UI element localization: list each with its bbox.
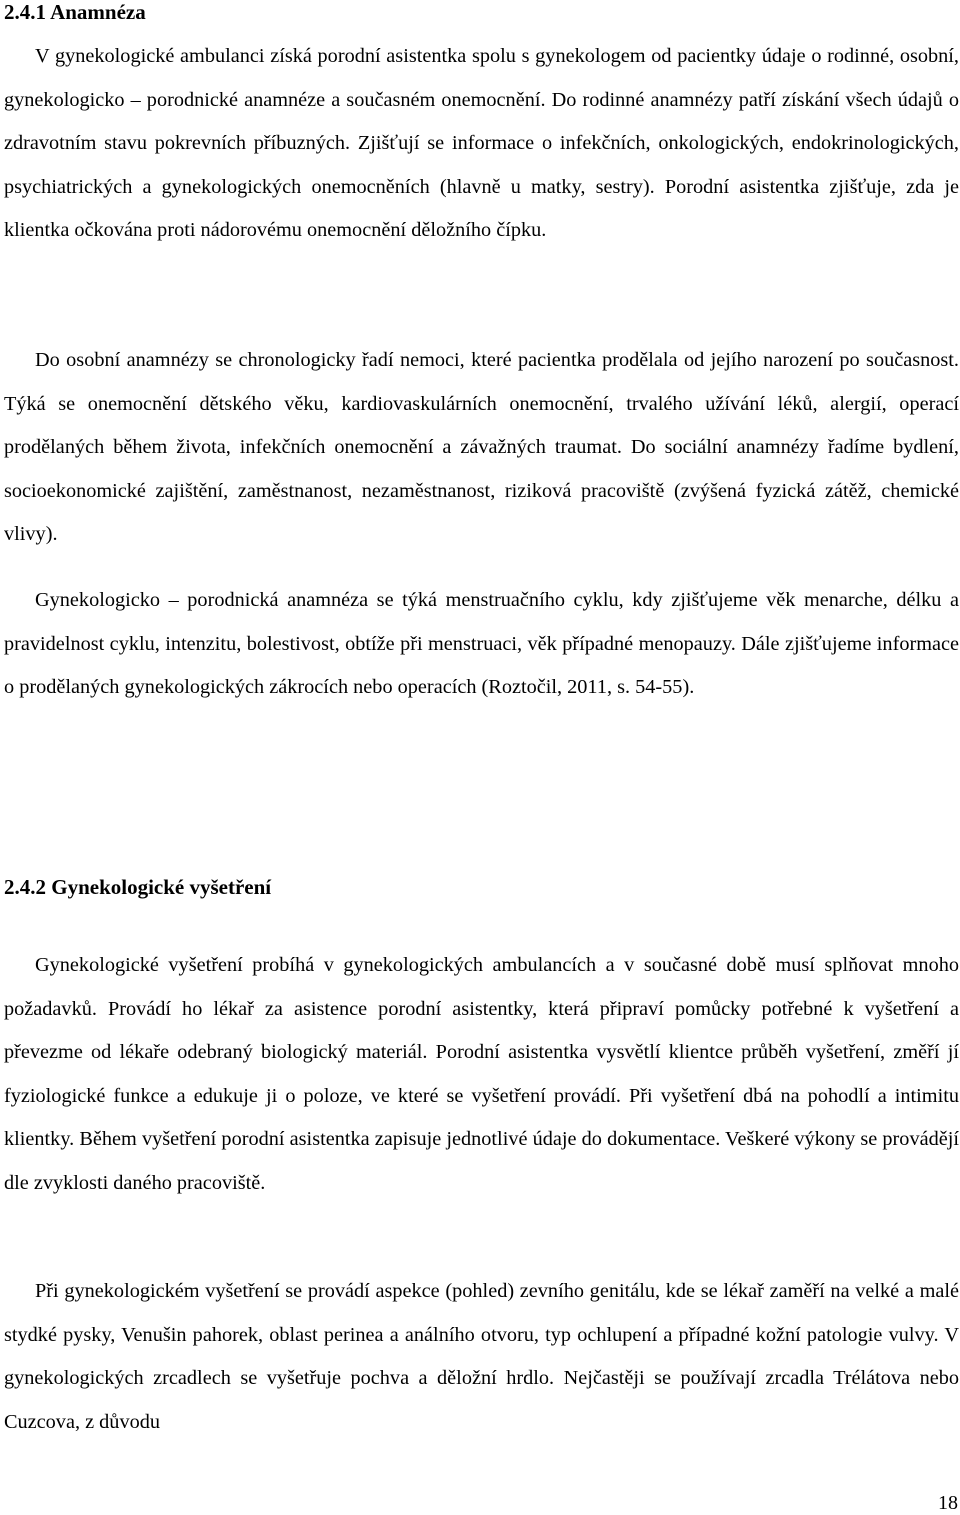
paragraph-examination-overview: Gynekologické vyšetření probíhá v gynekologických ambulancích a v současné době musí splňovat mnoho požadavků. Provádí ho lékař za asistence porodní asistentky, která připraví pomůcky potřebné k vyšetření a převezme od lékaře odebraný biologický materiál. Porodní asistentka vysvětlí klientce průběh vyšetření, změří jí fyziologické funkce a edukuje ji o poloze, ve které se vyšetření provádí. Při vyšetření dbá na pohodlí a intimitu klientky. Během vyšetření porodní asistentka zapisuje jednotlivé údaje do dokumentace. Veškeré výkony se provádějí dle zvyklosti daného pracoviště. — [4, 954, 959, 1194]
section-heading-anamneza: 2.4.1 Anamnéza — [4, 0, 146, 24]
page-number: 18 — [938, 1492, 958, 1514]
paragraph-family-history: V gynekologické ambulanci získá porodní asistentka spolu s gynekologem od pacientky údaje o rodinné, osobní, gynekologicko – porodnické anamnéze a současném onemocnění. Do rodinné anamnézy patří získání všech údajů o zdravotním stavu pokrevních příbuzných. Zjišťují se informace o infekčních, onkologických, endokrinologických, psychiatrických a gynekologických onemocněních (hlavně u matky, sestry). Porodní asistentka zjišťuje, zda je klientka očkována proti nádorovému onemocnění děložního čípku. — [4, 45, 959, 241]
paragraph-personal-history: Do osobní anamnézy se chronologicky řadí nemoci, které pacientka prodělala od jejího narození po současnost. Týká se onemocnění dětského věku, kardiovaskulárních onemocnění, trvalého užívání léků, alergií, operací prodělaných během života, infekčních onemocnění a závažných traumat. Do sociální anamnézy řadíme bydlení, socioekonomické zajištění, zaměstnanost, nezaměstnanost, riziková pracoviště (zvýšená fyzická zátěž, chemické vlivy). — [4, 349, 959, 545]
section-heading-vysetreni: 2.4.2 Gynekologické vyšetření — [4, 875, 272, 899]
paragraph-examination-aspect: Při gynekologickém vyšetření se provádí aspekce (pohled) zevního genitálu, kde se lékař zaměří na velké a malé stydké pysky, Venušin pahorek, oblast perinea a análního otvoru, typ ochlupení a případné kožní patologie vulvy. V gynekologických zrcadlech se vyšetřuje pochva a děložní hrdlo. Nejčastěji se používají zrcadla Trélátova nebo Cuzcova, z důvodu — [4, 1280, 959, 1433]
paragraph-gynecological-history: Gynekologicko – porodnická anamnéza se týká menstruačního cyklu, kdy zjišťujeme věk menarche, délku a pravidelnost cyklu, intenzitu, bolestivost, obtíže při menstruaci, věk případné menopauzy. Dále zjišťujeme informace o prodělaných gynekologických zákrocích nebo operacích (Roztočil, 2011, s. 54-55). — [4, 589, 959, 698]
